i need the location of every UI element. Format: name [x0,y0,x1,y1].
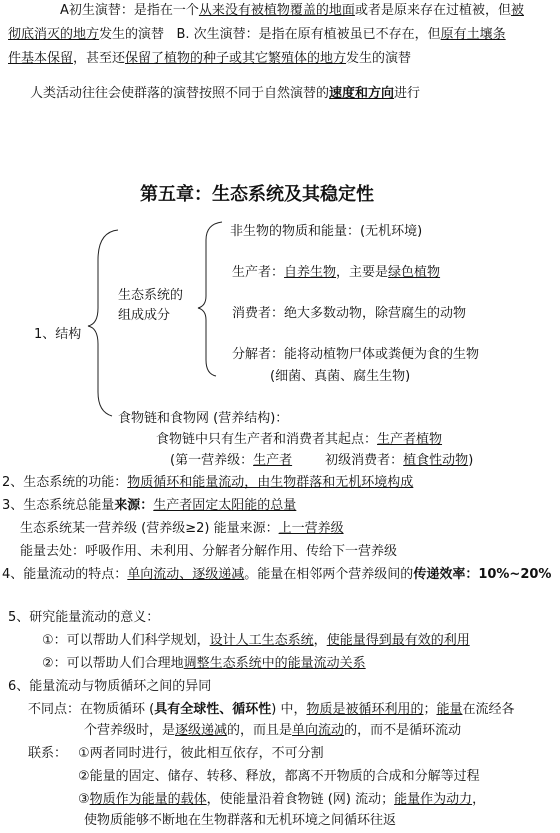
text-span: 生态系统某一营养级 (营养级≥2) 能量来源： [20,521,279,536]
text-span: 被 [510,3,524,18]
text-span: 人类活动往往会使群落的演替按照不同于自然演替的 [30,86,330,101]
decomposer-examples: (细菌、真菌、腐生生物) [270,369,411,384]
text-span: 上一营养级 [278,521,344,536]
text-span: ； [423,702,437,717]
secondary-succession-label: B. 次生演替 [176,27,246,42]
text-span: 的，而且是 [227,723,293,738]
text-span: 进行 [394,86,421,101]
text-span: 的，而不是循环流动 [344,723,462,738]
consumer-item: 消费者：绝大多数动物，除营腐生的动物 [232,306,467,321]
text-span: 。能量在相邻两个营养级间的 [244,567,414,582]
difference-line-2 [84,722,461,740]
text-span: 彻底消灭的地方 [8,27,100,42]
text-span: 在流经各 [462,702,515,717]
text-span: 单向流动 [292,723,345,738]
text-span: 生产者： [232,265,285,280]
text-span: ， [472,792,486,807]
trophic-source-line [20,520,344,538]
text-span: 发生的演替 [99,27,165,42]
text-span: 生产者固定太阳能的总量 [153,498,297,513]
structure-label: 1、结构 [34,327,82,342]
text-span: 物质是被循环利用的 [306,702,424,717]
primary-succession-label: A初生演替 [60,3,121,18]
text-span: 4、能量流动的特点： [2,567,128,582]
producer-item [232,264,440,282]
text-span: 具有全球性、循环性 [154,702,272,717]
text-span: 物质作为能量的载体 [89,792,207,807]
text-span: 原有土壤条 [440,27,506,42]
energy-fate-line: 能量去处：呼吸作用、未利用、分解者分解作用、传给下一营养级 [20,544,398,559]
text-span: 保留了植物的种子或其它繁殖体的地方 [125,51,347,66]
text-span: 3、生态系统总能量 [2,498,115,513]
text-span: ， [313,633,327,648]
text-span: ：是指在原有植被虽已不存在，但 [245,27,441,42]
text-span: ①：可以帮助人们科学规划， [42,633,210,648]
abiotic-item: 非生物的物质和能量：(无机环境) [230,224,423,239]
energy-flow-line [2,566,551,584]
link-item-2: ②能量的固定、储存、转移、释放，都离不开物质的合成和分解等过程 [78,769,480,784]
text-span: ) 中， [271,702,307,717]
text-span: 传递效率：10%~20% [413,567,552,582]
text-span: 能量作为动力 [394,792,473,807]
text-span: 初级消费者： [325,453,404,468]
components-label-1: 生态系统的 [118,288,184,303]
text-span: ，甚至还 [73,51,126,66]
text-span: 植食性动物 [403,453,469,468]
text-span: 调整生态系统中的能量流动关系 [183,656,366,671]
text-span: 逐级递减 [175,723,228,738]
text-span: 件基本保留 [8,51,74,66]
total-energy-line [2,497,296,515]
text-span: 绿色植物 [388,265,441,280]
trophic-levels-line [170,452,473,470]
text-span: ) [468,453,474,468]
text-span: 物质循环和能量流动，由生物群落和无机环境构成 [127,475,414,490]
decomposer-item: 分解者：能将动植物尸体或粪便为食的生物 [232,347,480,362]
food-chain-line [156,431,442,449]
text-span: ②：可以帮助人们合理地 [42,656,184,671]
food-web-label: 食物链和食物网 (营养结构)： [118,411,289,426]
significance-item-1 [42,632,470,650]
link-item-4: 使物质能够不断地在生物群落和无机环境之间循环往返 [84,813,397,828]
text-span: 速度和方向 [329,86,395,101]
significance-label: 5、研究能量流动的意义： [8,610,160,625]
text-span: 发生的演替 [346,51,412,66]
text-span: 设计人工生态系统 [209,633,314,648]
link-label: 联系： [28,746,68,761]
text-span: 从来没有被植物覆盖的地面 [198,3,355,18]
functions-line [2,474,413,492]
text-span: 自养生物 [284,265,337,280]
significance-item-2 [42,655,366,673]
text-span: 或者是原来存在过植被，但 [354,3,511,18]
text-span: 生产者植物 [377,432,443,447]
chapter-title: 第五章：生态系统及其稳定性 [140,184,374,205]
text-span: 能量 [436,702,463,717]
text-span: 使能量得到最有效的利用 [326,633,470,648]
text-span: 来源： [114,498,154,513]
text-span: 个营养级时，是 [84,723,176,738]
link-item-1: ①两者同时进行，彼此相互依存，不可分割 [78,746,324,761]
text-span: ：是指在一个 [120,3,199,18]
text-span: 不同点：在物质循环 ( [28,702,155,717]
text-span: 食物链中只有生产者和消费者其起点： [156,432,378,447]
text-span: ③ [78,792,90,807]
text-span: 单向流动、逐级递减 [127,567,245,582]
text-span: 生产者 [253,453,293,468]
components-label-2: 组成成分 [118,308,171,323]
link-item-3 [78,791,485,809]
text-span: 2、生态系统的功能： [2,475,128,490]
text-span: ，主要是 [336,265,389,280]
text-span: ，使能量沿着食物链 (网) 流动； [206,792,395,807]
difference-line-1 [28,701,515,719]
text-span: (第一营养级： [170,453,254,468]
comparison-label: 6、能量流动与物质循环之间的异同 [8,679,212,694]
